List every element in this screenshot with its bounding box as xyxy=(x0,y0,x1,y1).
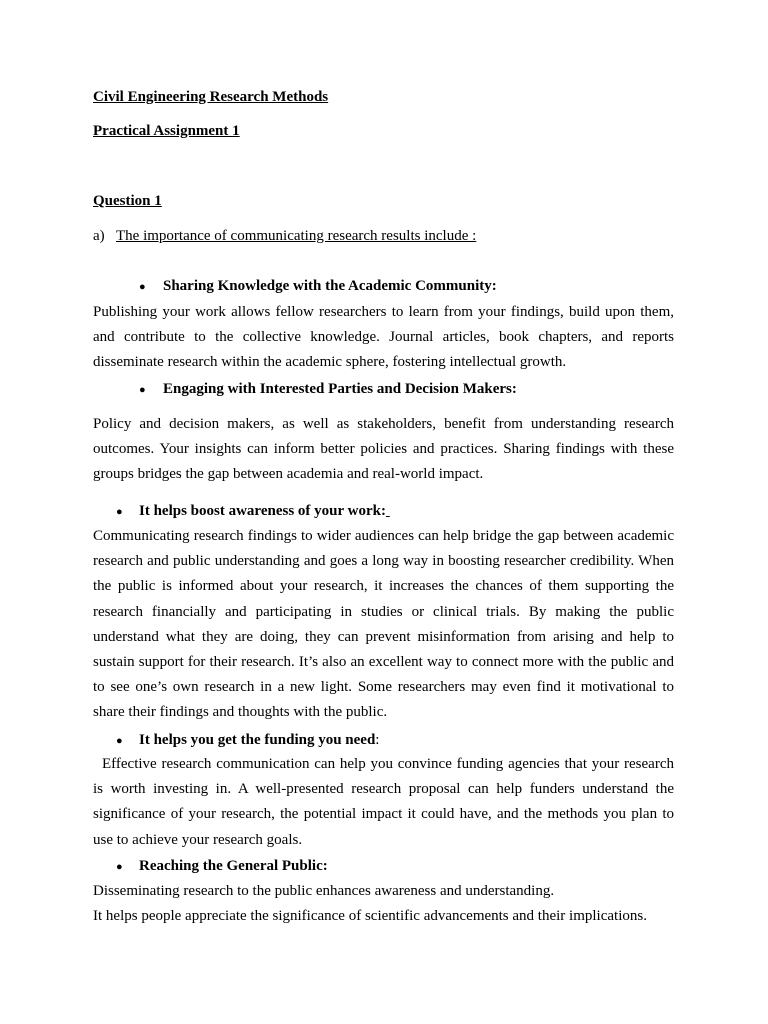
section-1-body: Publishing your work allows fellow researchers to learn from your findings, build upon them, and contribute to the collective knowledge. Journal articles, book chapters, and reports disseminate research within the academic sphere, fostering intellectual growth. xyxy=(93,304,674,371)
part-a-text: The importance of communicating research results include : xyxy=(116,228,477,244)
section-3-body: Communicating research findings to wider audiences can help bridge the gap between academic research and public understanding and goes a long way in boosting researcher credibility. When the public is informed about your research, it increases the chances of them supporting the research financially and participating in studies or clinical trials. By making the public understand what they are doing, they can prevent misinformation from arising and help to sustain support for their research. It’s also an excellent way to connect more with the public and to see one’s own research in a new light. Some researchers may even find it motivational to share their findings and thoughts with the public. xyxy=(93,528,674,721)
document-subtitle: Practical Assignment 1 xyxy=(93,123,240,139)
section-4-body: Effective research communication can help you convince funding agencies that your research is worth investing in. A well-presented research proposal can help funders understand the significance of your research, the potential impact it could have, and the methods you plan to use to achieve your research goals. xyxy=(93,756,674,848)
section-2-body: Policy and decision makers, as well as stakeholders, benefit from understanding research outcomes. Your insights can inform better policies and practices. Sharing findings with these groups bridges the gap between academia and real-world impact. xyxy=(93,416,674,483)
section-1-heading: Sharing Knowledge with the Academic Community: xyxy=(163,278,497,294)
bullet-4: ● xyxy=(116,735,123,747)
section-3-heading xyxy=(139,502,390,520)
section-4-heading-suffix: : xyxy=(375,732,380,748)
document-title: Civil Engineering Research Methods xyxy=(93,89,329,105)
section-5-heading: Reaching the General Public: xyxy=(139,858,328,874)
section-4-heading-text: It helps you get the funding you need xyxy=(139,732,376,748)
section-5-line-1: Disseminating research to the public enhances awareness and understanding. xyxy=(93,883,555,899)
question-heading: Question 1 xyxy=(93,193,162,209)
bullet-5: ● xyxy=(116,861,123,873)
bullet-3: ● xyxy=(116,506,123,518)
section-4-heading xyxy=(139,731,379,749)
bullet-2: ● xyxy=(139,384,146,396)
section-3-heading-text: It helps boost awareness of your work: xyxy=(139,503,386,519)
part-a-marker: a) xyxy=(93,228,105,244)
bullet-1: ● xyxy=(139,281,146,293)
section-3-heading-gap xyxy=(386,503,390,519)
section-2-heading: Engaging with Interested Parties and Decision Makers: xyxy=(163,381,517,397)
section-5-line-2: It helps people appreciate the significance of scientific advancements and their implications. xyxy=(93,908,647,924)
